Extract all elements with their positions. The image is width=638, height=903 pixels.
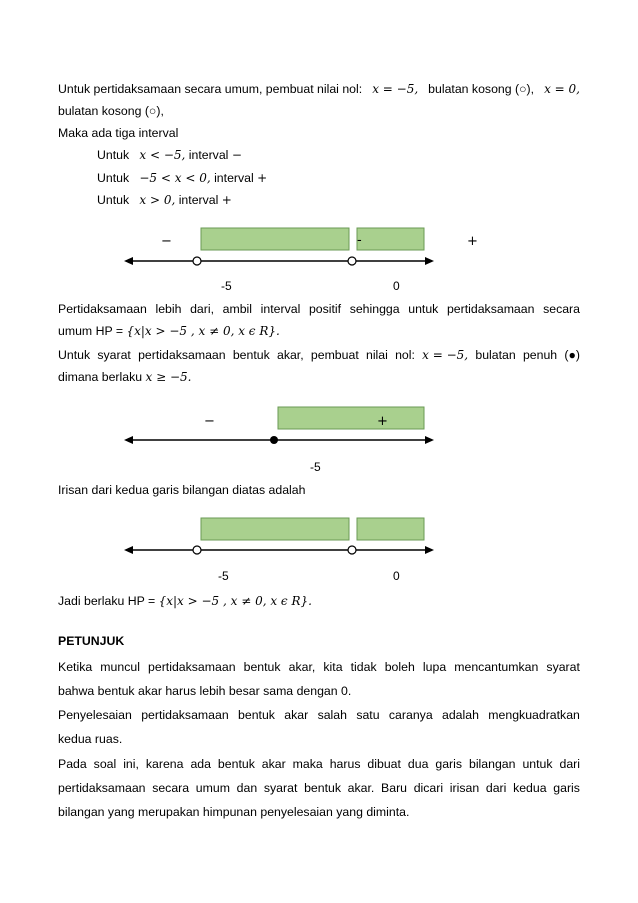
para-root-condition-line1: [58, 348, 580, 362]
word: mengkuadratkan: [488, 708, 580, 722]
word: dari: [485, 781, 507, 795]
text: Untuk: [97, 148, 130, 162]
math-solution-set: {x|x > −5 , x ≠ 0, x ϵ R}.: [158, 594, 312, 608]
word: Untuk: [58, 348, 91, 362]
word: untuk: [522, 757, 553, 771]
text: dimana berlaku: [58, 370, 143, 384]
text: interval: [178, 193, 219, 207]
text: interval: [214, 171, 254, 185]
arrow-left-icon: [124, 257, 133, 265]
word: akar.: [347, 781, 375, 795]
word: Baru: [381, 781, 408, 795]
word: Penyelesaian: [58, 708, 132, 722]
petunjuk-heading: PETUNJUK: [58, 634, 125, 648]
word: caranya: [388, 708, 433, 722]
word: pertidaksamaan: [141, 708, 229, 722]
word: positif: [308, 302, 342, 316]
word: Ketika: [58, 660, 93, 674]
word: penuh: [522, 348, 558, 362]
arrow-left-icon: [124, 546, 133, 554]
petunjuk-line: bilangan yang merupakan himpunan penyelesaian yang diminta.: [58, 805, 410, 819]
petunjuk-line: [58, 757, 580, 771]
math-condition: x < −5,: [139, 148, 186, 162]
irisan-intro: Irisan dari kedua garis bilangan diatas adalah: [58, 483, 306, 497]
word: interval: [260, 302, 301, 316]
word: muncul: [100, 660, 140, 674]
word: pertidaksamaan: [446, 302, 535, 316]
open-point-neg5: [193, 546, 201, 554]
text: Untuk: [97, 193, 130, 207]
intro-intervals: Maka ada tiga interval: [58, 126, 179, 140]
word: tidak: [350, 660, 377, 674]
sign-minus: −: [204, 414, 215, 429]
interval-item: [97, 171, 619, 185]
word: Pertidaksamaan: [58, 302, 147, 316]
word: akar,: [288, 660, 316, 674]
arrow-right-icon: [425, 546, 434, 554]
word: bentuk: [232, 348, 270, 362]
word: mencantumkan: [454, 660, 539, 674]
math-x-eq-neg5: x = −5,: [372, 82, 419, 96]
interval-box-right: [357, 518, 424, 540]
sign-plus: +: [467, 234, 478, 249]
word: syarat: [263, 781, 298, 795]
word: bentuk: [243, 660, 281, 674]
word: sehingga: [349, 302, 400, 316]
word: dua: [407, 757, 429, 771]
word: kedua: [513, 781, 547, 795]
math-x-eq-neg5: x = −5,: [422, 348, 469, 362]
word: Pada: [58, 757, 87, 771]
word: garis: [553, 781, 580, 795]
petunjuk-line: [58, 660, 580, 674]
para-positive-interval-line1: [58, 302, 580, 316]
label-neg5: -5: [221, 279, 232, 293]
word: adalah: [442, 708, 479, 722]
text: umum HP =: [58, 324, 124, 338]
label-neg5: -5: [218, 569, 229, 583]
math-x-eq-0: x = 0,: [544, 82, 580, 96]
interval-item: [97, 148, 619, 162]
word: secara: [543, 302, 580, 316]
word: dari,: [190, 302, 215, 316]
interval-box: [278, 407, 424, 429]
sign-plus: +: [377, 414, 388, 429]
interval-box-right: [357, 228, 424, 250]
word: umum: [195, 781, 230, 795]
conclusion: [58, 594, 580, 608]
word: syarat: [97, 348, 131, 362]
open-point-neg5: [193, 257, 201, 265]
word: lupa: [422, 660, 447, 674]
word: irisan: [449, 781, 480, 795]
word: ada: [190, 757, 211, 771]
word: ambil: [222, 302, 253, 316]
petunjuk-line: bahwa bentuk akar harus lebih besar sama dengan 0.: [58, 684, 352, 698]
interval-box-left: [201, 228, 349, 250]
arrow-right-icon: [425, 257, 434, 265]
word: (●): [564, 348, 580, 362]
word: pertidaksamaan: [138, 348, 226, 362]
text: interval: [188, 148, 229, 162]
math-solution-set: {x|x > −5 , x ≠ 0, x ϵ R}.: [126, 324, 280, 338]
word: bilangan: [468, 757, 516, 771]
text: Jadi berlaku HP =: [58, 594, 156, 608]
word: pembuat: [310, 348, 359, 362]
interval-box-left: [201, 518, 349, 540]
arrow-right-icon: [425, 436, 434, 444]
word: akar,: [276, 348, 304, 362]
word: nol:: [395, 348, 415, 362]
para-positive-interval-line2: [58, 324, 580, 338]
number-line-3: [0, 512, 638, 562]
word: dicari: [413, 781, 444, 795]
word: boleh: [384, 660, 415, 674]
petunjuk-line: kedua ruas.: [58, 732, 123, 746]
word: garis: [435, 757, 463, 771]
word: dan: [236, 781, 258, 795]
arrow-left-icon: [124, 436, 133, 444]
para-zero-points-line2: bulatan kosong (○),: [58, 104, 164, 118]
word: pertidaksamaan: [58, 781, 146, 795]
word: kita: [323, 660, 343, 674]
label-0: 0: [393, 569, 400, 583]
word: salah: [317, 708, 347, 722]
word: secara: [152, 781, 190, 795]
word: bentuk: [304, 781, 341, 795]
para-root-condition-line2: [58, 370, 580, 384]
filled-point-neg5: [270, 436, 278, 444]
interval-sign: +: [221, 193, 232, 207]
word: akar: [284, 708, 309, 722]
word: pertidaksamaan: [148, 660, 236, 674]
word: lebih: [155, 302, 182, 316]
word: nilai: [365, 348, 388, 362]
word: satu: [356, 708, 380, 722]
interval-sign: −: [231, 148, 242, 162]
text: Untuk: [97, 171, 130, 185]
word: syarat: [546, 660, 580, 674]
word: soal: [93, 757, 117, 771]
sign-minus: −: [161, 234, 172, 249]
word: dibuat: [367, 757, 401, 771]
label-neg5: -5: [310, 460, 321, 474]
word: akar: [261, 757, 286, 771]
text: bulatan kosong (○),: [428, 82, 535, 96]
word: dari: [559, 757, 580, 771]
word: bentuk: [217, 757, 255, 771]
interval-item: [97, 193, 619, 207]
word: ini,: [123, 757, 139, 771]
number-line-1: [0, 222, 638, 272]
word: bentuk: [238, 708, 275, 722]
word: untuk: [408, 302, 439, 316]
math-x-geq-neg5: x ≥ −5.: [145, 370, 192, 384]
label-0: 0: [393, 279, 400, 293]
text: Untuk pertidaksamaan secara umum, pembuat nilai nol:: [58, 82, 363, 96]
para-zero-points-line1: [58, 82, 580, 96]
open-point-0: [348, 546, 356, 554]
petunjuk-line: [58, 708, 580, 722]
sign-mid: -: [357, 233, 362, 248]
math-condition: −5 < x < 0,: [139, 171, 211, 185]
open-point-0: [348, 257, 356, 265]
math-condition: x > 0,: [139, 193, 176, 207]
word: harus: [329, 757, 361, 771]
word: bulatan: [475, 348, 516, 362]
word: karena: [145, 757, 184, 771]
number-line-2: [0, 402, 638, 452]
petunjuk-line: [58, 781, 580, 795]
interval-sign: +: [257, 171, 268, 185]
word: maka: [292, 757, 323, 771]
